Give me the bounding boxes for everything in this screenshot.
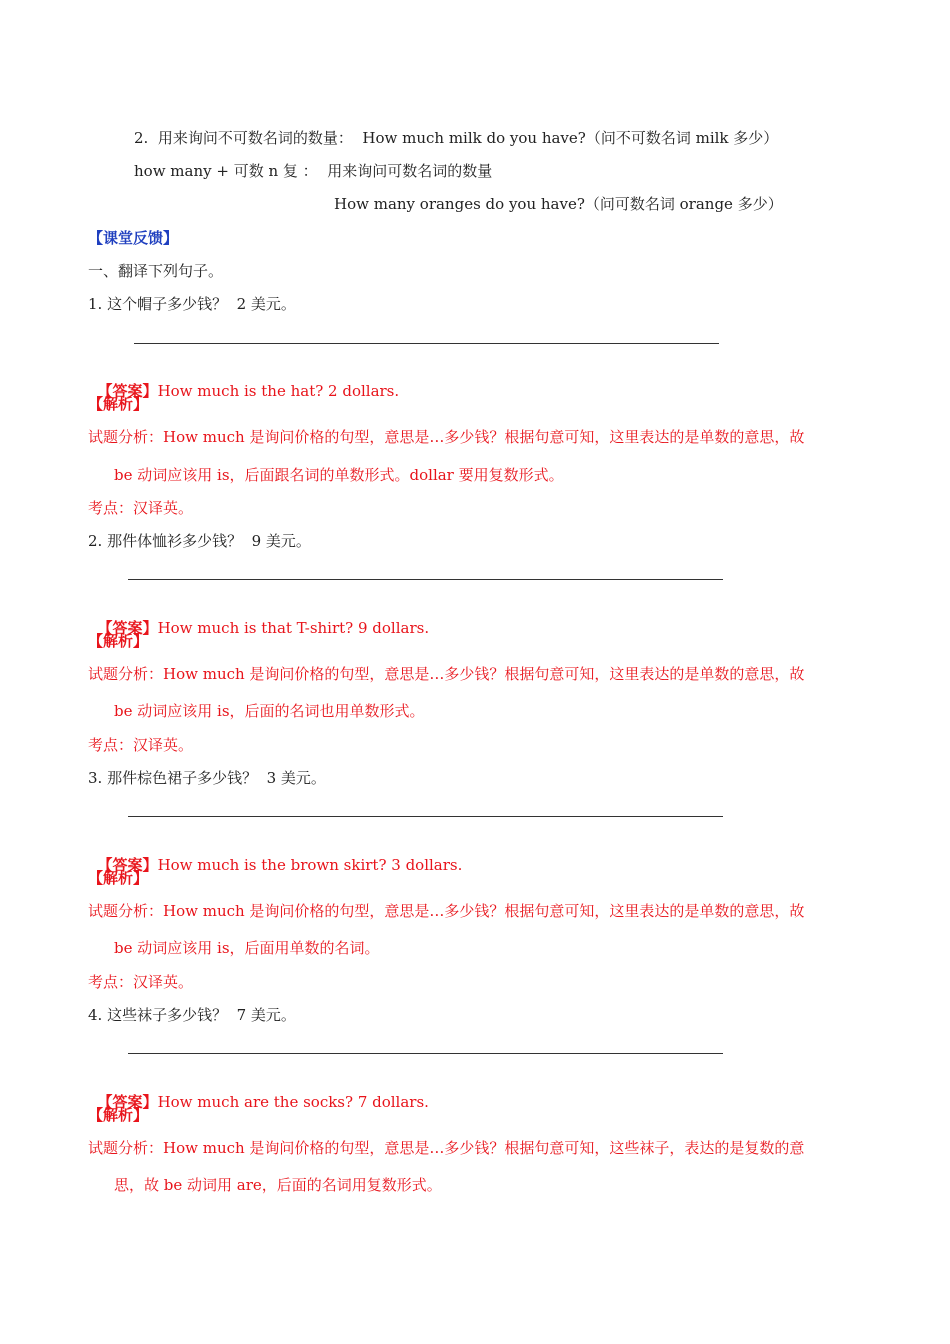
exercise-title: 一、翻译下列句子。 [88,262,224,280]
answer-tag: 【答案】 [97,1093,158,1111]
question-4: 4. 这些袜子多少钱？ 7 美元。 [88,1006,296,1024]
answer-text: How much is the hat? 2 dollars. [157,382,400,400]
answer-tag: 【答案】 [97,856,158,874]
answer-text: How much are the socks? 7 dollars. [157,1093,429,1111]
answer-blank-2[interactable] [128,579,723,580]
analysis-tag-3: 【解析】 [88,869,149,887]
question-1: 1. 这个帽子多少钱？ 2 美元。 [88,295,296,313]
analysis-1-line-2: be 动词应该用 is，后面跟名词的单数形式。dollar 要用复数形式。 [114,466,564,484]
analysis-tag-4: 【解析】 [88,1106,149,1124]
analysis-tag-1: 【解析】 [88,395,149,413]
section-heading: 【课堂反馈】 [88,229,179,247]
answer-tag: 【答案】 [97,382,158,400]
answer-tag: 【答案】 [97,619,158,637]
analysis-1-line-1: 试题分析：How much 是询问价格的句型，意思是…多少钱？根据句意可知，这里表达的是单数的意思，故 [88,428,805,446]
question-3: 3. 那件棕色裙子多少钱？ 3 美元。 [88,769,326,787]
intro-line-1: 2. 用来询问不可数名词的数量： How much milk do you have?（问不可数名词 milk 多少） [134,129,779,147]
analysis-4-line-1: 试题分析：How much 是询问价格的句型，意思是…多少钱？根据句意可知，这些袜子，表达的是复数的意 [88,1139,805,1157]
analysis-3-line-1: 试题分析：How much 是询问价格的句型，意思是…多少钱？根据句意可知，这里表达的是单数的意思，故 [88,902,805,920]
answer-blank-3[interactable] [128,816,723,817]
analysis-4-line-2: 思，故 be 动词用 are，后面的名词用复数形式。 [114,1176,442,1194]
analysis-3-line-2: be 动词应该用 is，后面用单数的名词。 [114,939,380,957]
analysis-tag-2: 【解析】 [88,632,149,650]
intro-line-3: How many oranges do you have?（问可数名词 orange 多少） [334,195,783,213]
answer-blank-4[interactable] [128,1053,723,1054]
analysis-2-line-1: 试题分析：How much 是询问价格的句型，意思是…多少钱？根据句意可知，这里表达的是单数的意思，故 [88,665,805,683]
kaodian-3: 考点：汉译英。 [88,973,194,991]
kaodian-1: 考点：汉译英。 [88,499,194,517]
analysis-2-line-2: be 动词应该用 is，后面的名词也用单数形式。 [114,702,425,720]
kaodian-2: 考点：汉译英。 [88,736,194,754]
answer-blank-1[interactable] [134,343,719,344]
answer-text: How much is the brown skirt? 3 dollars. [157,856,463,874]
intro-line-2: how many + 可数 n 复 ： 用来询问可数名词的数量 [134,162,493,180]
question-2: 2. 那件体恤衫多少钱？ 9 美元。 [88,532,311,550]
answer-text: How much is that T-shirt? 9 dollars. [157,619,430,637]
